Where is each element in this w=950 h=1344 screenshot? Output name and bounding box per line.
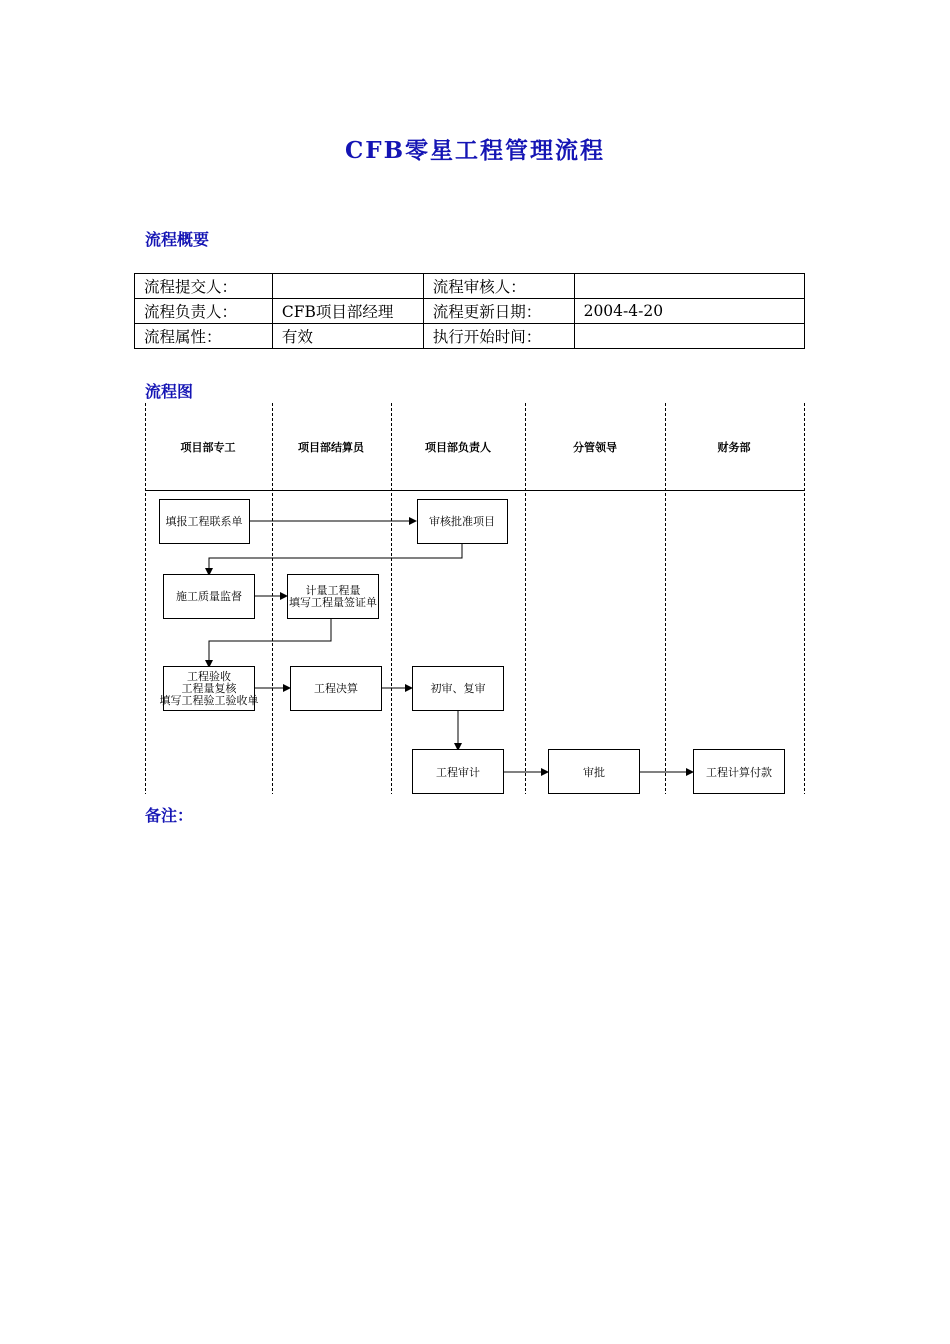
flow-arrow [209, 618, 331, 667]
overview-heading: 流程概要 [145, 230, 210, 249]
page-title: CFB零星工程管理流程 [344, 137, 606, 164]
lane-header: 分管领导 [573, 441, 617, 454]
process-label: 工程决算 [314, 682, 358, 695]
table-cell: 流程提交人： [135, 274, 273, 299]
table-cell: 执行开始时间： [423, 324, 574, 349]
process-label: 填写工程验工验收单 [159, 694, 259, 707]
process-label: 初审、复审 [430, 682, 486, 695]
remarks-label: 备注： [145, 806, 194, 825]
process-label: 工程量复核 [181, 682, 237, 695]
lane-header: 项目部专工 [180, 441, 236, 454]
process-label: 工程计算付款 [706, 766, 772, 779]
flow-arrow [209, 544, 462, 575]
flow-heading: 流程图 [145, 382, 194, 401]
table-cell: CFB项目部经理 [272, 299, 423, 324]
process-label: 施工质量监督 [176, 590, 242, 603]
process-label: 工程验收 [187, 670, 231, 683]
lane-header: 财务部 [717, 441, 751, 454]
process-label: 计量工程量 [305, 584, 361, 597]
process-label: 审批 [583, 766, 605, 779]
process-label: 审核批准项目 [429, 515, 495, 528]
table-cell: 流程更新日期： [423, 299, 574, 324]
lane-header: 项目部结算员 [298, 441, 364, 454]
process-label: 工程审计 [436, 766, 480, 779]
table-cell: 流程审核人： [423, 274, 574, 299]
process-label: 填报工程联系单 [165, 515, 243, 528]
table-cell: 有效 [272, 324, 423, 349]
table-cell: 流程属性： [135, 324, 273, 349]
table-cell: 2004-4-20 [574, 299, 804, 324]
lane-header: 项目部负责人 [425, 441, 491, 454]
process-label: 填写工程量签证单 [289, 596, 377, 609]
table-cell: 流程负责人： [135, 299, 273, 324]
